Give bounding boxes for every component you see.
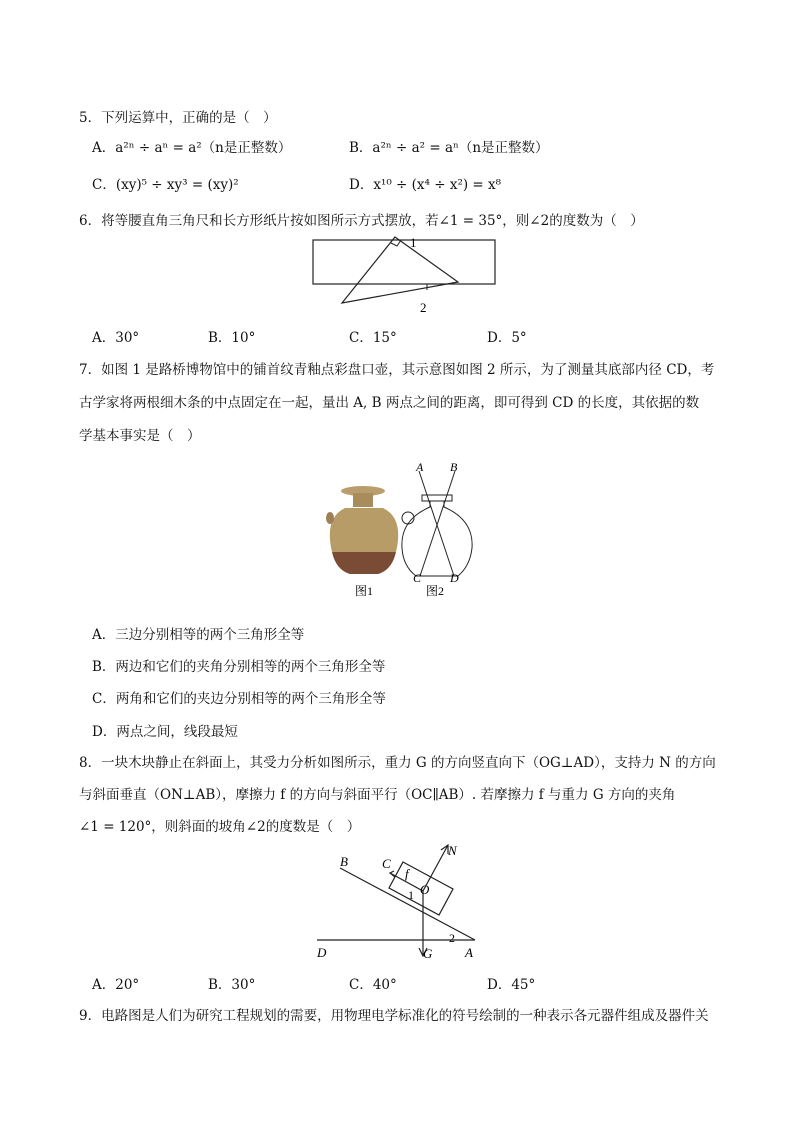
point-n-label: N [448, 843, 457, 858]
angle-2-label: 2 [449, 931, 455, 945]
point-a-label: A [465, 945, 473, 960]
q6-option-b: B．10° [208, 330, 256, 346]
q8-figure [305, 838, 505, 968]
q7-line3: 学基本事实是（ ） [79, 428, 201, 444]
figure-2-caption: 图2 [426, 584, 445, 598]
q7-option-c: C．两角和它们的夹边分别相等的两个三角形全等 [92, 691, 386, 707]
point-d-label: D [450, 571, 459, 585]
q6-stem: 6．将等腰直角三角尺和长方形纸片按如图所示方式摆放，若∠1 = 35°，则∠2的度数为（ ） [79, 213, 644, 229]
q5-option-b: B．a²ⁿ ÷ a² = aⁿ（n是正整数） [349, 140, 549, 156]
q7-option-d: D．两点之间，线段最短 [92, 724, 238, 740]
q7-figure [320, 458, 480, 600]
point-c-label: C [382, 856, 391, 871]
q8-option-d: D．45° [487, 977, 536, 993]
vase-photo [326, 486, 398, 574]
q8-option-c: C．40° [349, 977, 397, 993]
q5-stem: 5．下列运算中，正确的是（ ） [79, 110, 277, 126]
q8-option-a: A．20° [92, 977, 140, 993]
point-b-label: B [450, 460, 458, 474]
point-d-label: D [317, 945, 327, 960]
angle-2-label: 2 [420, 300, 427, 315]
point-g-label: G [423, 946, 433, 961]
q6-figure [300, 230, 500, 320]
q8-line2: 与斜面垂直（ON⊥AB），摩擦力 f 的方向与斜面平行（OC∥AB）. 若摩擦力 f 与重力 G 方向的夹角 [79, 787, 676, 803]
point-b-label: B [340, 854, 348, 869]
q6-option-a: A．30° [92, 330, 140, 346]
right-triangle-ruler [342, 237, 458, 303]
figure-1-caption: 图1 [355, 584, 374, 598]
q9-line1: 9．电路图是人们为研究工程规划的需要，用物理电学标准化的符号绘制的一种表示各元器件组成及器件关 [79, 1008, 709, 1024]
angle-1-label: 1 [410, 235, 417, 250]
q7-option-b: B．两边和它们的夹角分别相等的两个三角形全等 [92, 659, 386, 675]
q7-line1: 7．如图 1 是路桥博物馆中的铺首纹青釉点彩盘口壶，其示意图如图 2 所示，为了测量其底部内径 CD，考 [79, 362, 715, 378]
q5-option-d: D．x¹⁰ ÷ (x⁴ ÷ x²) = x⁸ [349, 177, 502, 193]
vase-schematic [402, 471, 472, 576]
q5-option-c: C．(xy)⁵ ÷ xy³ = (xy)² [92, 177, 239, 193]
q7-option-a: A．三边分别相等的两个三角形全等 [92, 627, 305, 643]
q8-option-b: B．30° [208, 977, 256, 993]
q6-option-c: C．15° [349, 330, 397, 346]
q5-option-a: A．a²ⁿ ÷ aⁿ = a²（n是正整数） [92, 140, 292, 156]
point-c-label: C [413, 571, 422, 585]
q8-line3: ∠1 = 120°，则斜面的坡角∠2的度数是（ ） [79, 819, 361, 835]
q7-line2: 古学家将两根细木条的中点固定在一起，量出 A, B 两点之间的距离，即可得到 CD 的长度，其依据的数 [79, 395, 700, 411]
point-a-label: A [416, 460, 424, 474]
point-o-label: O [420, 882, 430, 897]
q6-option-d: D．5° [487, 330, 527, 346]
friction-f-label: f [405, 866, 409, 881]
rectangle-paper [313, 240, 495, 284]
q8-line1: 8．一块木块静止在斜面上，其受力分析如图所示，重力 G 的方向竖直向下（OG⊥AD），支持力 N 的方向 [79, 755, 716, 771]
angle-1-label: 1 [408, 888, 414, 902]
